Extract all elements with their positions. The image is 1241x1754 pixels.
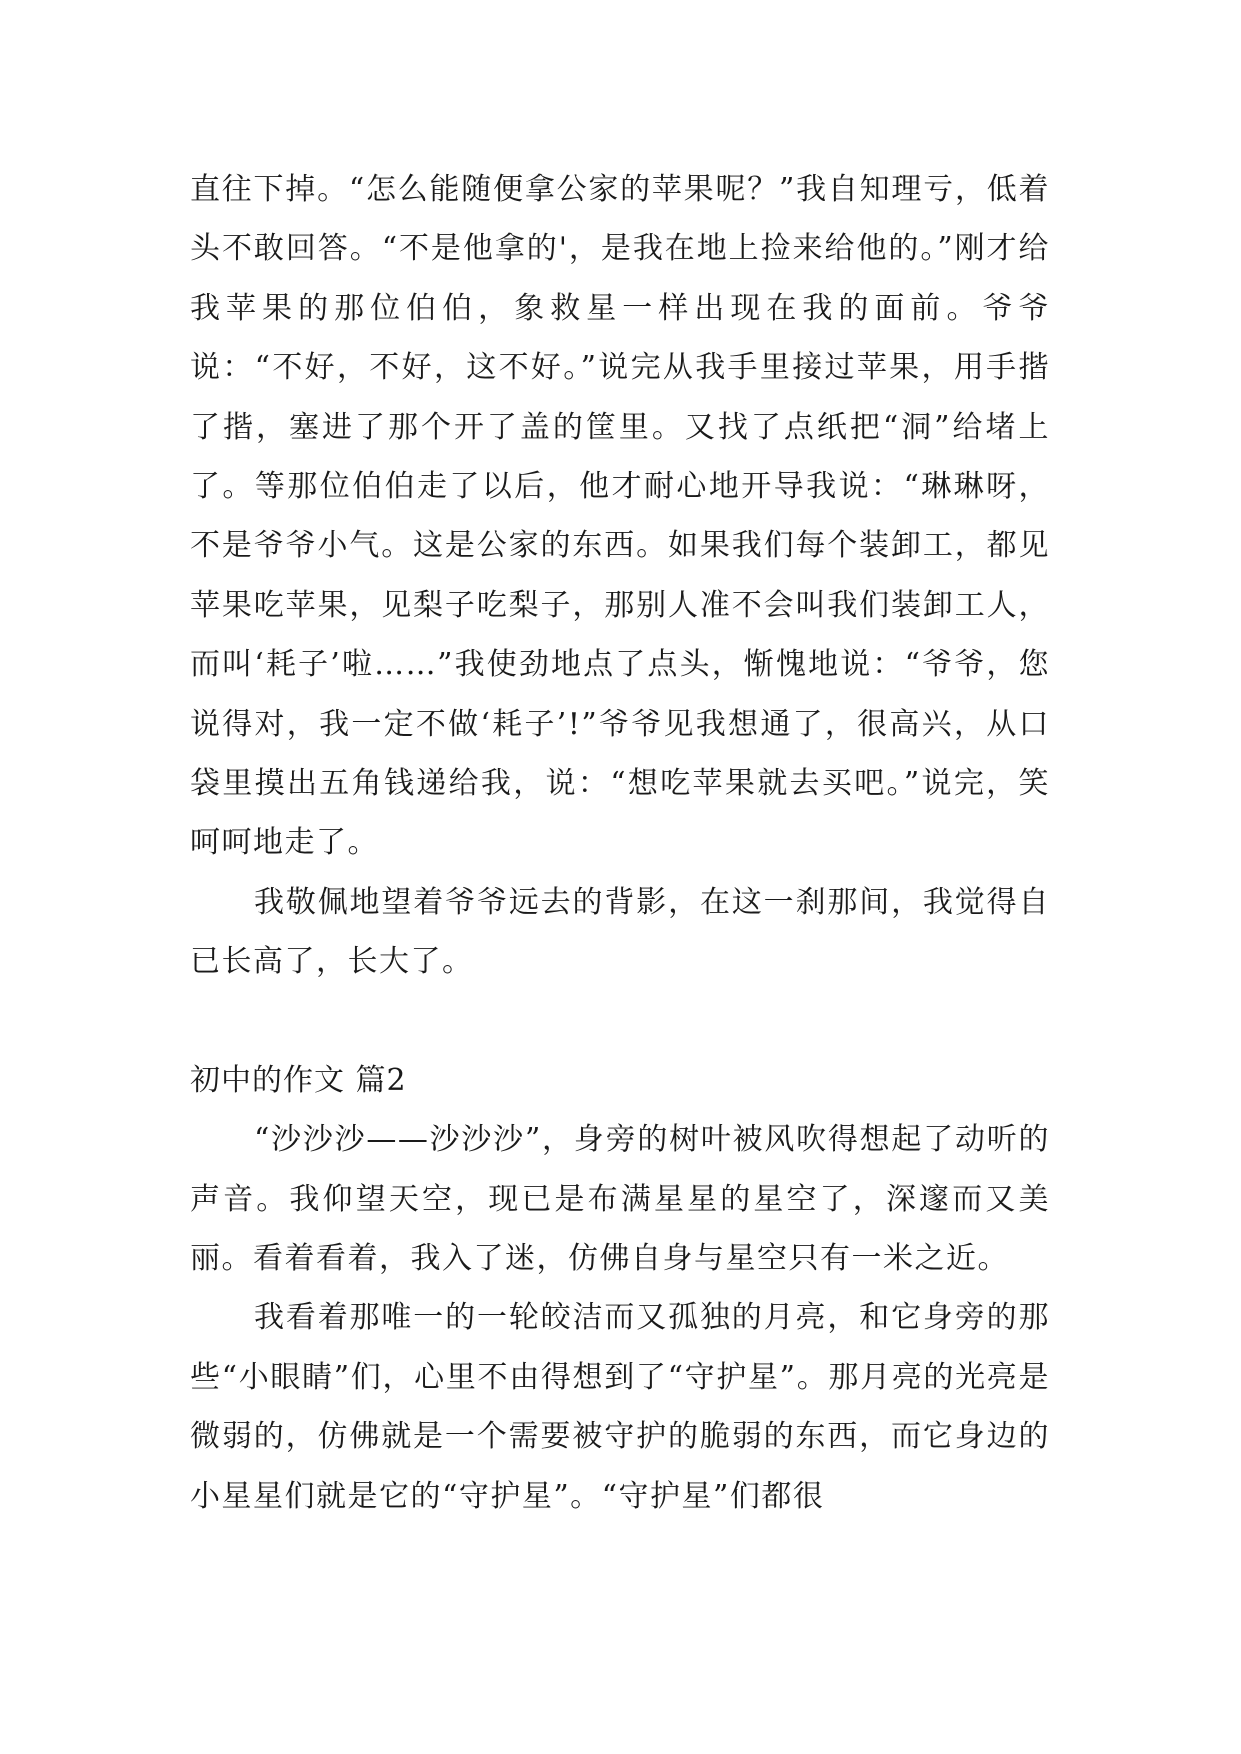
paragraph-essay2-1: “沙沙沙——沙沙沙”，身旁的树叶被风吹得想起了动听的声音。我仰望天空，现已是布满星星的星空了，深邃而又美丽。看着看着，我入了迷，仿佛自身与星空只有一米之近。: [190, 1122, 1050, 1276]
paragraph-closing: 我敬佩地望着爷爷远去的背影，在这一刹那间，我觉得自已长高了，长大了。: [190, 884, 1050, 980]
paragraph-continuation: 直往下掉。“怎么能随便拿公家的苹果呢？”我自知理亏，低着头不敢回答。“不是他拿的'，是我在地上捡来给他的。”刚才给我苹果的那位伯伯，象救星一样出现在我的面前。爷爷说：“不好，不好，这不好。”说完从我手里接过苹果，用手揩了揩，塞进了那个开了盖的筐里。又找了点纸把“洞”给堵上了。等那位伯伯走了以后，他才耐心地开导我说：“琳琳呀，不是爷爷小气。这是公家的东西。如果我们每个装卸工，都见苹果吃苹果，见梨子吃梨子，那别人准不会叫我们装卸工人，而叫‘耗子’啦……”我使劲地点了点头，惭愧地说：“爷爷，您说得对，我一定不做‘耗子’!”爷爷见我想通了，很高兴，从口袋里摸出五角钱递给我，说：“想吃苹果就去买吧。”说完，笑呵呵地走了。: [190, 172, 1050, 861]
paragraph-essay2-2: 我看着那唯一的一轮皎洁而又孤独的月亮，和它身旁的那些“小眼睛”们，心里不由得想到了“守护星”。那月亮的光亮是微弱的，仿佛就是一个需要被守护的脆弱的东西，而它身边的小星星们就是它的“守护星”。“守护星”们都很: [190, 1300, 1050, 1514]
document-body: [190, 160, 1050, 1526]
section-heading: 初中的作文 篇2: [190, 1062, 407, 1098]
